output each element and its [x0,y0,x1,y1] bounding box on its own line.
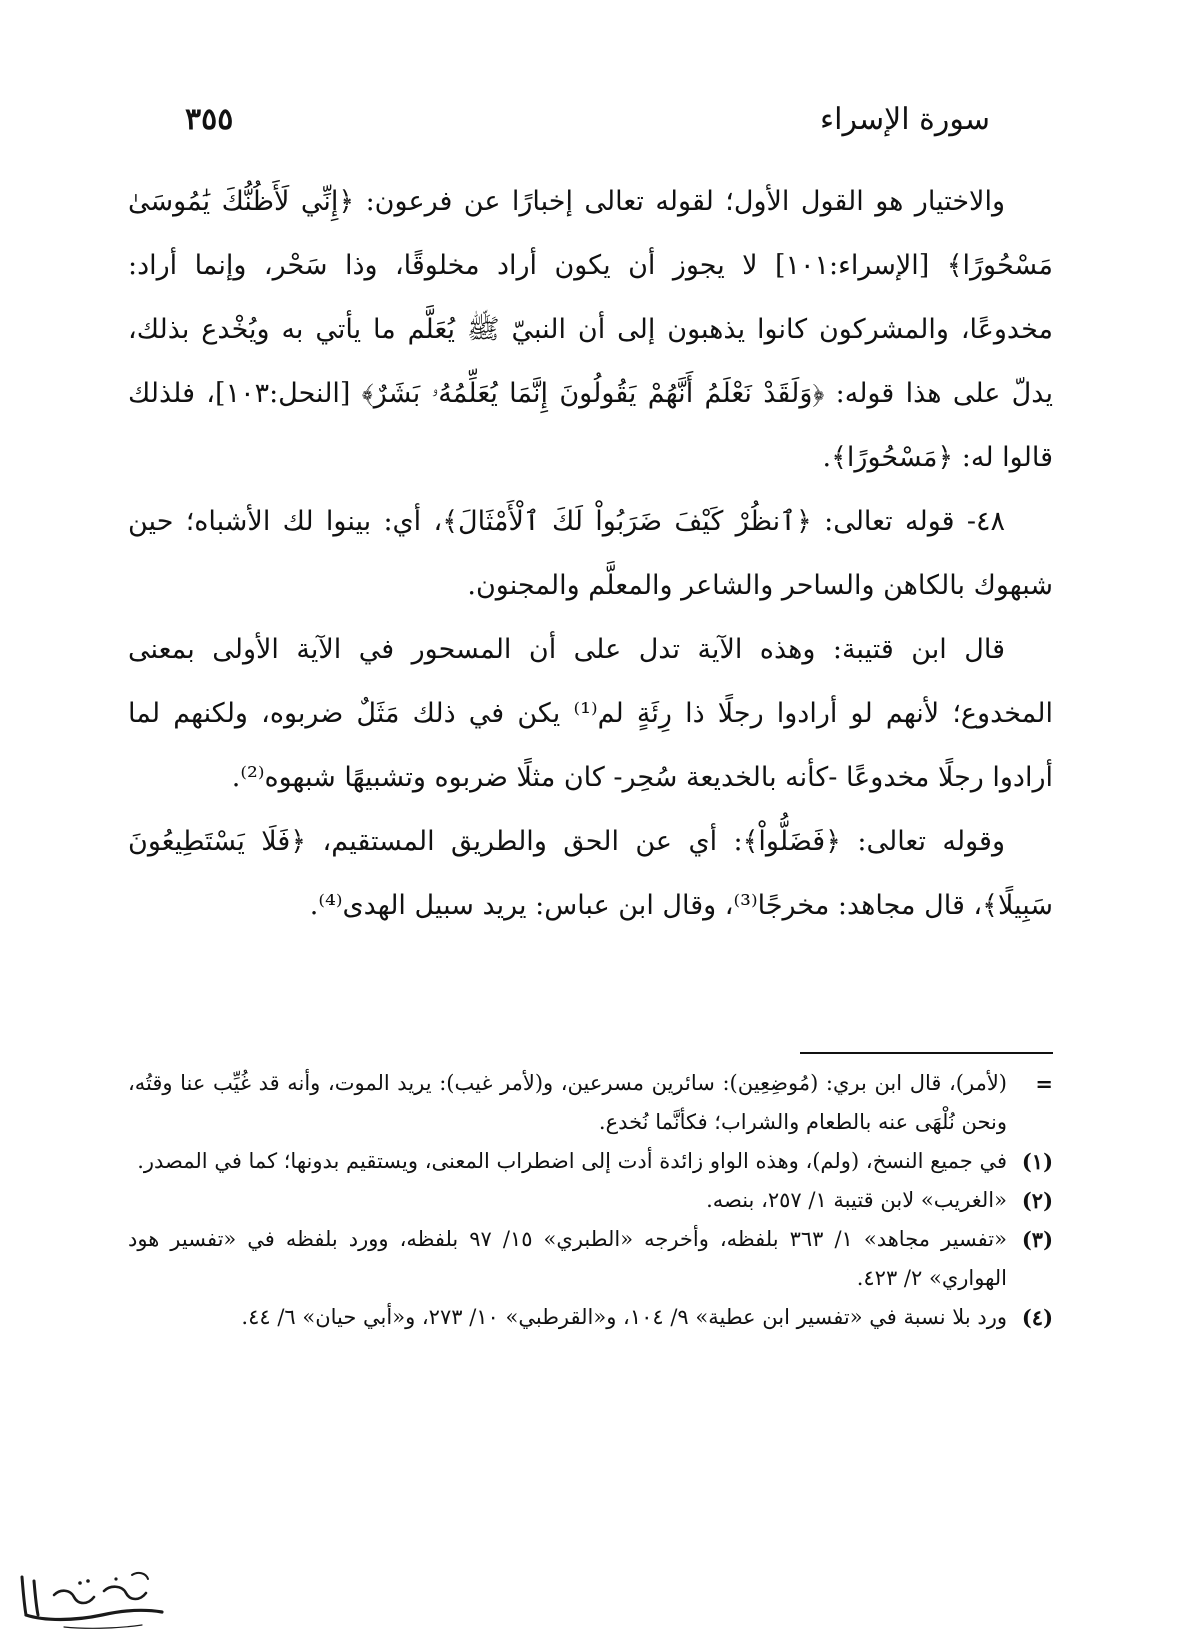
paragraph-1: والاختيار هو القول الأول؛ لقوله تعالى إخبارًا عن فرعون: ﴿إِنِّي لَأَظُنُّكَ يَٰمُوسَىٰ مَسْحُورًا﴾ [الإسراء:١٠١] لا يجوز أن يكون أراد مخلوقًا، وذا سَحْر، وإنما أراد: مخدوعًا، والمشركون كانوا يذهبون إلى أن النبيّ ﷺ يُعَلَّم ما يأتي به ويُخْدع بذلك، يدلّ على هذا قوله: ﴿وَلَقَدْ نَعْلَمُ أَنَّهُمْ يَقُولُونَ إِنَّمَا يُعَلِّمُهُۥ بَشَرٌ﴾ [النحل:١٠٣]، فلذلك قالوا له: ﴿مَسْحُورًا﴾. [128,186,1053,473]
footnote-marker: (٢) [1021,1188,1053,1213]
footnotes [128,1064,1053,1337]
page-number: ٣٥٥ [185,102,234,137]
paragraph-3: قال ابن قتيبة: وهذه الآية تدل على أن المسحور في الآية الأولى بمعنى المخدوع؛ لأنهم لو أرادوا رجلًا ذا رِئَةٍ لم⁽¹⁾ يكن في ذلك مَثَلٌ ضربوه، ولكنهم لما أرادوا رجلًا مخدوعًا -كأنه بالخديعة سُحِر- كان مثلًا ضربوه وتشبيهًا شبهوه⁽²⁾. [128,634,1054,793]
footnote-marker: = [1035,1071,1053,1096]
footnote-text: (لأمر)، قال ابن بري: (مُوضِعِين): سائرين مسرعين، و(لأمر غيب): يريد الموت، وأنه قد غُيِّب عنا وقتُه، ونحن نُلْهَى عنه بالطعام والشراب؛ فكأنَّما نُخدع. [128,1071,1007,1134]
calligraphy-stamp-icon [14,1565,169,1635]
footnote-3 [128,1220,1053,1298]
footnote-2 [128,1181,1053,1220]
footnote-marker: (٣) [1021,1227,1053,1252]
footnote-text: «الغريب» لابن قتيبة ١/ ٢٥٧، بنصه. [706,1188,1007,1212]
main-text [128,170,1053,938]
footnote-1 [128,1142,1053,1181]
paragraph-2: ٤٨- قوله تعالى: ﴿ٱنظُرْ كَيْفَ ضَرَبُواْ لَكَ ٱلْأَمْثَالَ﴾، أي: بينوا لك الأشباه؛ حين شبهوك بالكاهن والساحر والشاعر والمعلَّم والمجنون. [128,506,1053,601]
footnote-continuation [128,1064,1053,1142]
footnote-text: ورد بلا نسبة في «تفسير ابن عطية» ٩/ ١٠٤، و«القرطبي» ١٠/ ٢٧٣، و«أبي حيان» ٦/ ٤٤. [241,1305,1007,1329]
footnote-separator [800,1052,1053,1054]
page-header [185,95,990,145]
footnote-marker: (١) [1021,1149,1053,1174]
footnote-text: في جميع النسخ، (ولم)، وهذه الواو زائدة أدت إلى اضطراب المعنى، ويستقيم بدونها؛ كما في المصدر. [137,1149,1007,1173]
surah-title: سورة الإسراء [820,102,990,137]
footnote-marker: (٤) [1021,1305,1053,1330]
publisher-stamp-logo [14,1565,169,1635]
paragraph-4: وقوله تعالى: ﴿فَضَلُّواْ﴾: أي عن الحق والطريق المستقيم، ﴿فَلَا يَسْتَطِيعُونَ سَبِيلًا﴾، قال مجاهد: مخرجًا⁽³⁾، وقال ابن عباس: يريد سبيل الهدى⁽⁴⁾. [128,826,1053,921]
footnote-4 [128,1298,1053,1337]
footnote-text: «تفسير مجاهد» ١/ ٣٦٣ بلفظه، وأخرجه «الطبري» ١٥/ ٩٧ بلفظه، وورد بلفظه في «تفسير هود الهواري» ٢/ ٤٢٣. [128,1227,1007,1290]
